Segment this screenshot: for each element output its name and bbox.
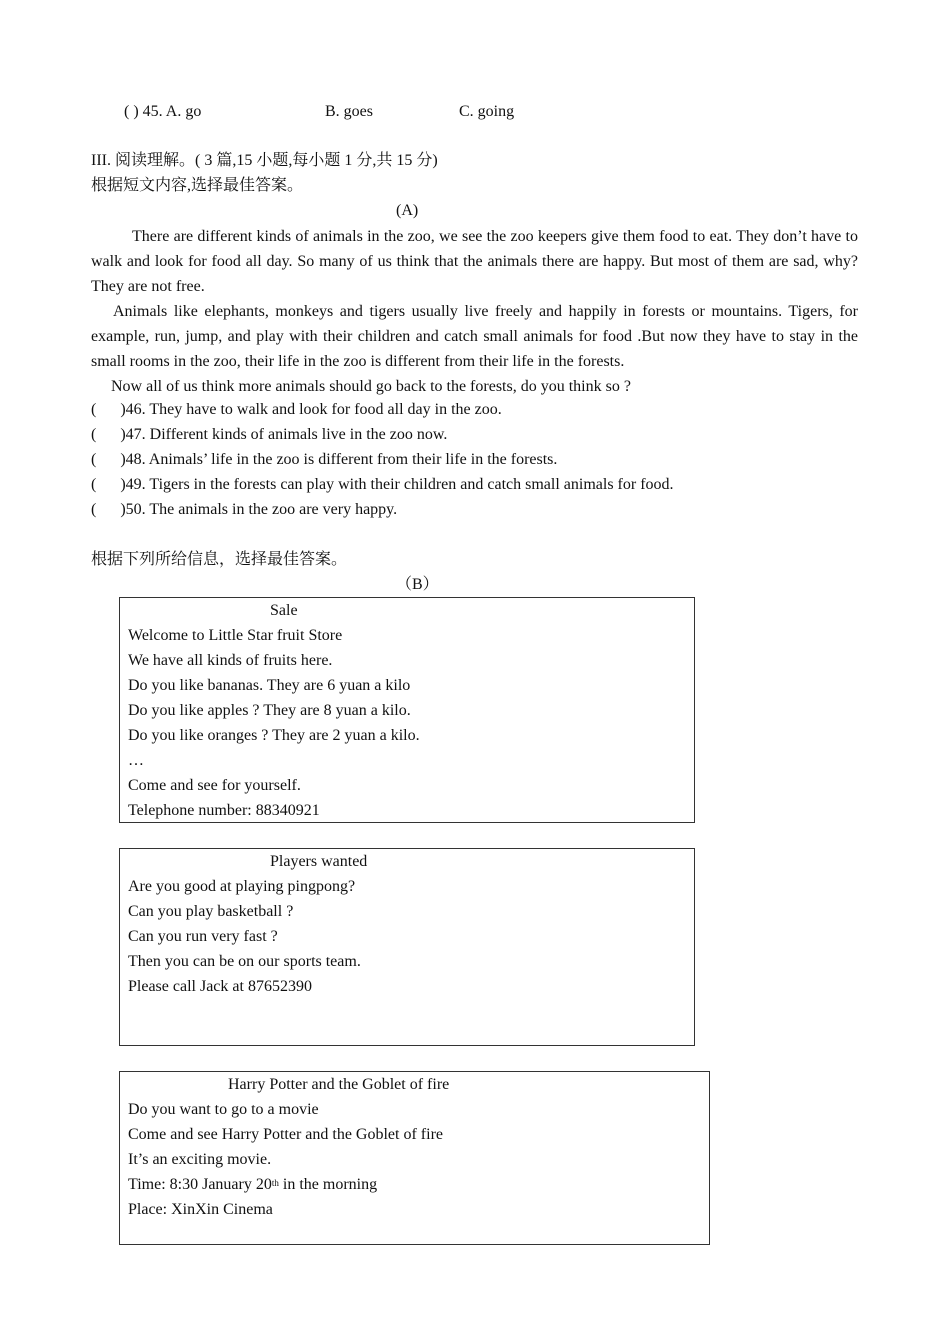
- question-47: [91, 425, 447, 445]
- option-b: B. goes: [325, 103, 373, 120]
- question-49: [91, 475, 674, 495]
- section-heading: III. 阅读理解。( 3 篇,15 小题,每小题 1 分,共 15 分): [91, 152, 438, 169]
- movie-time-text: Time: 8:30 January 20: [128, 1176, 272, 1193]
- sale-line: Do you like oranges ? They are 2 yuan a kilo.: [128, 727, 420, 744]
- movie-line: It’s an exciting movie.: [128, 1151, 272, 1168]
- passage-a-paragraph-2: Animals like elephants, monkeys and tigers usually live freely and happily in forests or mountains. Tigers, for example, run, jump, and play with their children and catch small animals for food .But now they have to stay in the small rooms in the zoo, their life in the zoo is different from their life in the forests.: [91, 303, 858, 370]
- movie-line: Do you want to go to a movie: [128, 1101, 319, 1118]
- section-b-label: （B）: [396, 576, 439, 593]
- answer-paren: (: [91, 501, 97, 518]
- answer-paren: (: [91, 426, 97, 443]
- section-b-instruction: 根据下列所给信息，选择最佳答案。: [91, 551, 348, 568]
- sale-notice-box: [119, 597, 695, 823]
- movie-place: Place: XinXin Cinema: [128, 1201, 273, 1218]
- question-text: )47. Different kinds of animals live in the zoo now.: [120, 426, 448, 443]
- answer-paren: (: [91, 451, 97, 468]
- movie-time-rest: in the morning: [278, 1176, 378, 1193]
- sale-line: …: [128, 752, 144, 769]
- question-text: )50. The animals in the zoo are very happy.: [120, 501, 398, 518]
- sale-line: We have all kinds of fruits here.: [128, 652, 333, 669]
- section-instruction: 根据短文内容,选择最佳答案。: [91, 177, 304, 194]
- question-50: [91, 500, 397, 520]
- answer-paren: ( ): [124, 103, 139, 120]
- sale-line: Welcome to Little Star fruit Store: [128, 627, 343, 644]
- players-line: Can you play basketball ?: [128, 903, 294, 920]
- question-45-stem: 45. A. go: [142, 103, 202, 120]
- sale-line: Do you like apples ? They are 8 yuan a kilo.: [128, 702, 411, 719]
- question-48: [91, 450, 557, 470]
- sale-line: Come and see for yourself.: [128, 777, 301, 794]
- question-45: [124, 102, 515, 122]
- question-46: [91, 400, 502, 420]
- players-contact: Please call Jack at 87652390: [128, 978, 312, 995]
- players-title: Players wanted: [270, 853, 368, 870]
- question-text: )46. They have to walk and look for food all day in the zoo.: [120, 401, 502, 418]
- answer-paren: (: [91, 401, 97, 418]
- players-wanted-box: [119, 848, 695, 1046]
- passage-a-paragraph-1: There are different kinds of animals in the zoo, we see the zoo keepers give them food to eat. They don’t have to walk and look for food all day. So many of us think that the animals there are happy. But most of them are sad, why? They are not free.: [91, 228, 858, 295]
- movie-line: Come and see Harry Potter and the Goblet of fire: [128, 1126, 444, 1143]
- question-text: )48. Animals’ life in the zoo is different from their life in the forests.: [120, 451, 558, 468]
- players-line: Then you can be on our sports team.: [128, 953, 361, 970]
- movie-title: Harry Potter and the Goblet of fire: [228, 1076, 450, 1093]
- movie-time-suffix: th: [271, 1178, 279, 1188]
- passage-a-label: (A): [396, 202, 419, 219]
- sale-telephone: Telephone number: 88340921: [128, 802, 320, 819]
- movie-time: [128, 1175, 377, 1195]
- answer-paren: (: [91, 476, 97, 493]
- sale-line: Do you like bananas. They are 6 yuan a kilo: [128, 677, 411, 694]
- passage-a-paragraph-3: Now all of us think more animals should go back to the forests, do you think so ?: [111, 378, 631, 395]
- question-text: )49. Tigers in the forests can play with their children and catch small animals for food.: [120, 476, 674, 493]
- movie-notice-box: [119, 1071, 710, 1245]
- option-c: C. going: [459, 103, 515, 120]
- players-line: Can you run very fast ?: [128, 928, 278, 945]
- players-line: Are you good at playing pingpong?: [128, 878, 356, 895]
- sale-title: Sale: [270, 602, 298, 619]
